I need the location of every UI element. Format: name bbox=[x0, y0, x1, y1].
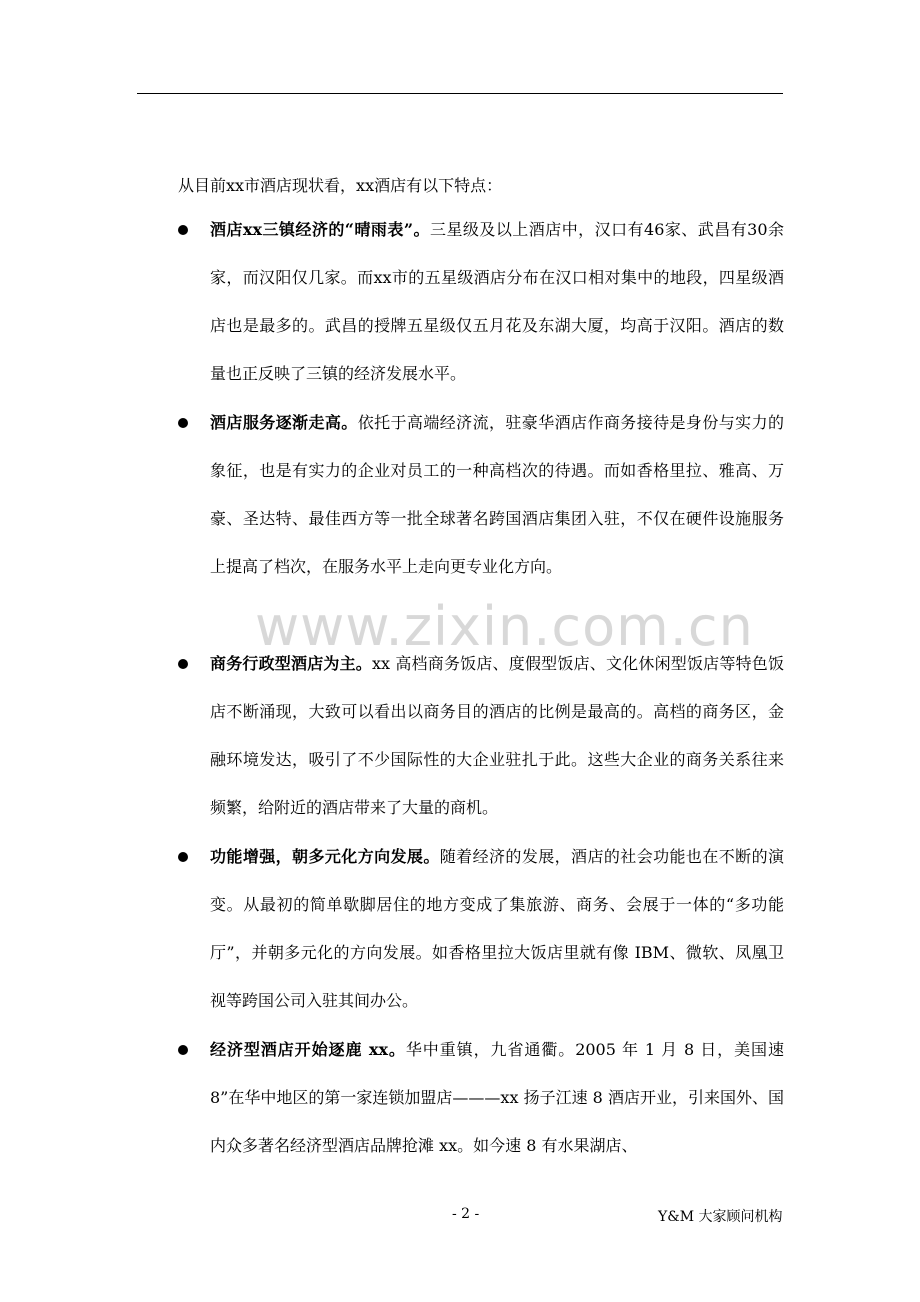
item-body: xx 高档商务饭店、度假型饭店、文化休闲型饭店等特色饭店不断涌现，大致可以看出以商务目的酒店的比例是最高的。高档的商务区，金融环境发达，吸引了不少国际性的大企业驻扎于此。这些大企业的商务关系往来频繁，给附近的酒店带来了大量的商机。 bbox=[210, 654, 784, 817]
intro-text: 从目前xx市酒店现状看，xx酒店有以下特点： bbox=[178, 176, 503, 195]
item-title: 功能增强，朝多元化方向发展。 bbox=[210, 847, 440, 866]
item-title: 商务行政型酒店为主。 bbox=[210, 654, 373, 673]
bullet-icon bbox=[178, 225, 188, 235]
list-item-text bbox=[210, 640, 784, 832]
bullet-icon bbox=[178, 659, 188, 669]
watermark: www.zixin.com.cn bbox=[255, 595, 754, 658]
header-rule bbox=[137, 93, 783, 94]
list-item bbox=[178, 847, 788, 1040]
feature-list bbox=[178, 220, 788, 1190]
item-body: 依托于高端经济流，驻豪华酒店作商务接待是身份与实力的象征，也是有实力的企业对员工的一种高档次的待遇。而如香格里拉、雅高、万豪、圣达特、最佳西方等一批全球著名跨国酒店集团入驻，不仅在硬件设施服务上提高了档次，在服务水平上走向更专业化方向。 bbox=[210, 413, 784, 576]
list-item-text bbox=[210, 1026, 784, 1170]
item-title: 酒店服务逐渐走高。 bbox=[210, 413, 358, 432]
item-body: 三星级及以上酒店中，汉口有46家、武昌有30余家，而汉阳仅几家。而xx市的五星级酒店分布在汉口相对集中的地段，四星级酒店也是最多的。武昌的授牌五星级仅五月花及东湖大厦，均高于汉阳。酒店的数量也正反映了三镇的经济发展水平。 bbox=[210, 220, 784, 383]
list-item bbox=[178, 413, 788, 654]
item-title: 酒店xx三镇经济的“晴雨表”。 bbox=[210, 220, 430, 239]
item-body: 随着经济的发展，酒店的社会功能也在不断的演变。从最初的简单歇脚居住的地方变成了集旅游、商务、会展于一体的“多功能厅”，并朝多元化的方向发展。如香格里拉大饭店里就有像 IBM、微软、凤凰卫视等跨国公司入驻其间办公。 bbox=[210, 847, 784, 1010]
list-item-text bbox=[210, 833, 784, 1025]
item-body: 华中重镇，九省通衢。2005 年 1 月 8 日，美国速 8”在华中地区的第一家连锁加盟店———xx 扬子江速 8 酒店开业，引来国外、国内众多著名经济型酒店品牌抢滩 xx。如今速 8 有水果湖店、 bbox=[210, 1040, 784, 1155]
list-item bbox=[178, 1040, 788, 1190]
footer-organization: Y&M 大家顾问机构 bbox=[658, 1209, 783, 1225]
list-item-text bbox=[210, 206, 784, 398]
list-item-text bbox=[210, 399, 784, 591]
bullet-icon bbox=[178, 418, 188, 428]
bullet-icon bbox=[178, 1045, 188, 1055]
page-number: - 2 - bbox=[452, 1206, 480, 1222]
list-item bbox=[178, 654, 788, 847]
item-title: 经济型酒店开始逐鹿 xx。 bbox=[210, 1040, 406, 1059]
bullet-icon bbox=[178, 852, 188, 862]
list-item bbox=[178, 220, 788, 413]
